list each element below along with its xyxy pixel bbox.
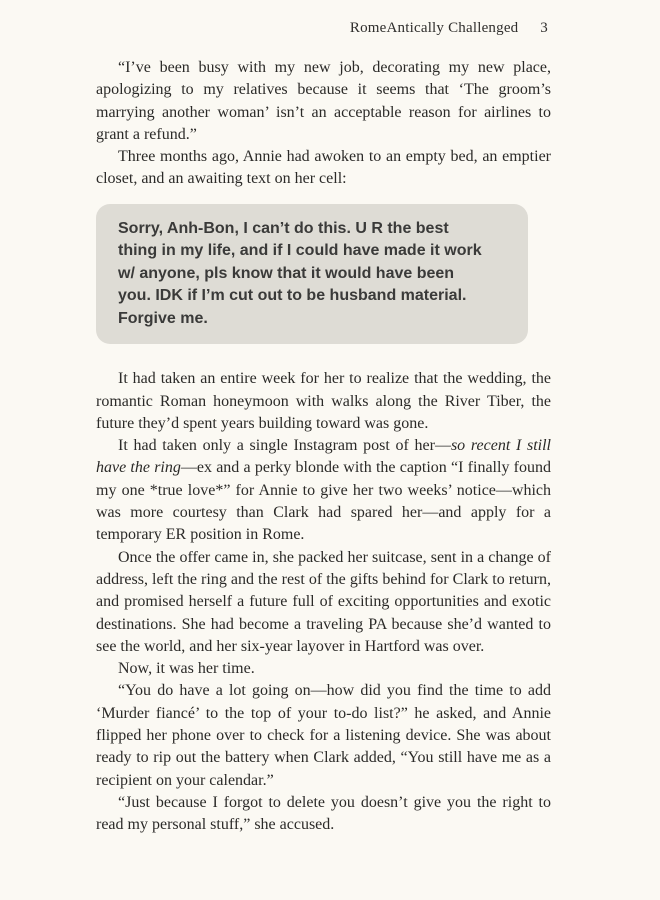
text-message-line-5: Forgive me. [118, 309, 208, 327]
paragraph-4 [96, 435, 551, 546]
text-message-line-2: thing in my life, and if I could have made it work [118, 242, 482, 260]
paragraph-7: “You do have a lot going on—how did you find the time to add ‘Murder fiancé’ to the top of your to-do list?” he asked, and Annie flipped her phone over to check for a listening device. She was about ready to rip out the battery when Clark added, “You still have me as a recipient on your calendar.” [96, 682, 551, 789]
paragraph-5: Once the offer came in, she packed her suitcase, sent in a change of address, left the ring and the rest of the gifts behind for Clark to return, and promised herself a future full of exciting opportunities and exotic destinations. She had become a traveling PA because she’d wanted to see the world, and her six-year layover in Hartford was over. [96, 548, 551, 655]
paragraph-3: It had taken an entire week for her to realize that the wedding, the romantic Roman honeymoon with walks along the River Tiber, the future they’d spent years building toward was gone. [96, 370, 551, 432]
text-message-bubble [96, 204, 528, 345]
text-message-line-4: you. IDK if I’m cut out to be husband material. [118, 287, 467, 305]
paragraph-4-start: It had taken only a single Instagram post of her— [118, 437, 451, 455]
paragraph-4-end: —ex and a perky blonde with the caption “I finally found my one *true love*” for Annie to give her two weeks’ notice—which was more courtesy than Clark had spared her—and apply for a temporary ER position in Rome. [96, 459, 552, 544]
page-number: 3 [540, 20, 548, 36]
running-head [350, 20, 548, 37]
paragraph-1: “I’ve been busy with my new job, decorating my new place, apologizing to my relatives because it seems that ‘The groom’s marrying another woman’ isn’t an acceptable reason for airlines to grant a refund.” [96, 59, 551, 143]
paragraph-2: Three months ago, Annie had awoken to an empty bed, an emptier closet, and an awaiting text on her cell: [96, 148, 551, 188]
running-title: RomeAntically Challenged [349, 20, 519, 36]
body-text [96, 57, 551, 837]
text-message-line-1: Sorry, Anh-Bon, I can’t do this. U R the best [118, 219, 449, 237]
paragraph-6: Now, it was her time. [118, 660, 255, 678]
paragraph-4-italic: so recent I still have the ring [96, 437, 551, 477]
text-message-line-3: w/ anyone, pls know that it would have been [118, 264, 455, 282]
paragraph-8: “Just because I forgot to delete you doesn’t give you the right to read my personal stuff,” she accused. [96, 793, 551, 834]
